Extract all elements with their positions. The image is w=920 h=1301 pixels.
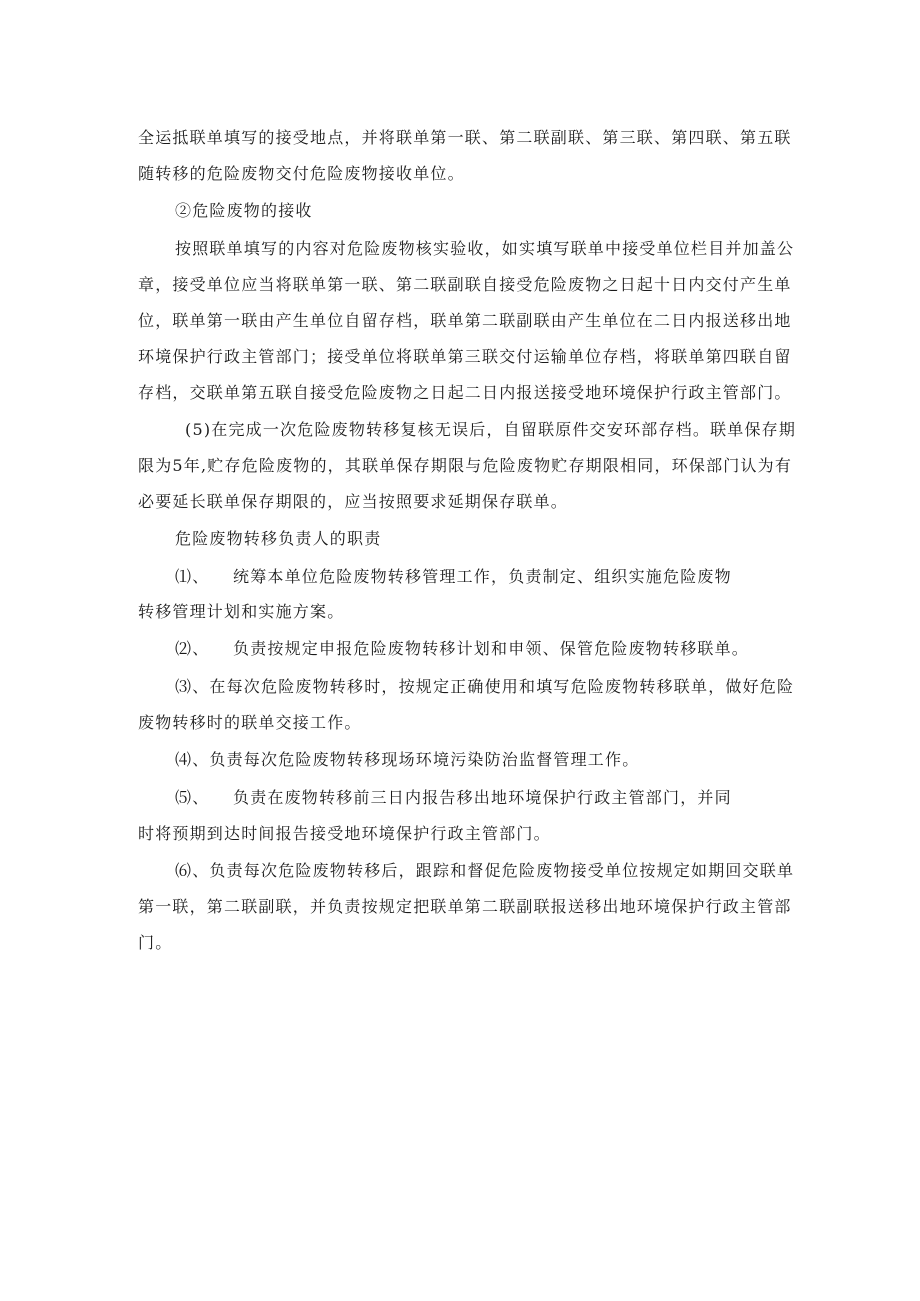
paragraph-line: 环境保护行政主管部门；接受单位将联单第三联交付运输单位存档，将联单第四联自留 xyxy=(138,347,792,366)
section-heading: ②危险废物的接收 xyxy=(175,201,313,220)
paragraph-line: 位，联单第一联由产生单位自留存档，联单第二联副联由产生单位在二日内报送移出地 xyxy=(138,311,792,330)
list-item xyxy=(175,639,749,659)
list-item-text: 负责按规定申报危险废物转移计划和申领、保管危险废物转移联单。 xyxy=(233,639,750,658)
paragraph-line: 第一联，第二联副联，并负责按规定把联单第二联副联报送移出地环境保护行政主管部 xyxy=(138,897,792,916)
list-item xyxy=(175,788,732,808)
paragraph-line: 转移管理计划和实施方案。 xyxy=(138,602,345,621)
paragraph-line: 章，接受单位应当将联单第一联、第二联副联自接受危险废物之日起十日内交付产生单 xyxy=(138,275,792,294)
list-item-text: 统筹本单位危险废物转移管理工作，负责制定、组织实施危险废物 xyxy=(233,567,732,586)
paragraph-line: 废物转移时的联单交接工作。 xyxy=(138,713,362,732)
paragraph-line: 限为5年,贮存危险废物的，其联单保存期限与危险废物贮存期限相同，环保部门认为有 xyxy=(138,456,793,475)
paragraph-line: 随转移的危险废物交付危险废物接收单位。 xyxy=(138,164,465,183)
list-number: ⑵、 xyxy=(175,639,210,658)
list-item: ⑷、负责每次危险废物转移现场环境污染防治监督管理工作。 xyxy=(175,750,640,769)
paragraph-line: 必要延长联单保存期限的，应当按照要求延期保存联单。 xyxy=(138,492,569,511)
paragraph-line: 门。 xyxy=(138,933,173,952)
paragraph-line: 按照联单填写的内容对危险废物核实验收，如实填写联单中接受单位栏目并加盖公 xyxy=(175,239,795,258)
list-item xyxy=(175,567,732,587)
paragraph-line: (5)在完成一次危险废物转移复核无误后，自留联原件交安环部存档。联单保存期 xyxy=(185,420,797,439)
paragraph-line: 全运抵联单填写的接受地点，并将联单第一联、第二联副联、第三联、第四联、第五联 xyxy=(138,128,792,147)
list-number: ⑴、 xyxy=(175,567,210,586)
list-number: ⑸、 xyxy=(175,788,210,807)
section-heading: 危险废物转移负责人的职责 xyxy=(175,529,382,548)
list-item: ⑹、负责每次危险废物转移后，跟踪和督促危险废物接受单位按规定如期回交联单 xyxy=(175,861,795,880)
list-item-text: 负责在废物转移前三日内报告移出地环境保护行政主管部门，并同 xyxy=(233,788,732,807)
paragraph-line: 存档，交联单第五联自接受危险废物之日起二日内报送接受地环境保护行政主管部门。 xyxy=(138,383,792,402)
list-item: ⑶、在每次危险废物转移时，按规定正确使用和填写危险废物转移联单，做好危险 xyxy=(175,677,795,696)
paragraph-line: 时将预期到达时间报告接受地环境保护行政主管部门。 xyxy=(138,824,551,843)
